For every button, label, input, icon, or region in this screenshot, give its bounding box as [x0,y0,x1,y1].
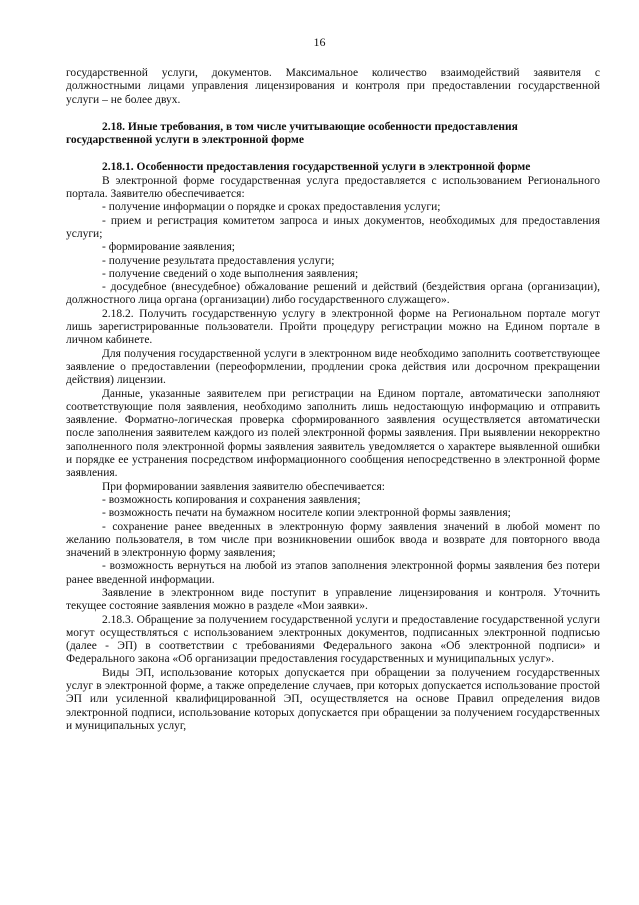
document-body [66,67,600,733]
paragraph-continuation: государственной услуги, документов. Максимальное количество взаимодействий заявителя с должностными лицами управления лицензирования и контроля при предоставлении государственной услуги – не более двух. [66,67,600,106]
list-item: - досудебное (внесудебное) обжалование решений и действий (бездействия органа (организации), должностного лица органа (организации) либо государственного служащего». [66,281,600,307]
paragraph: Для получения государственной услуги в электронном виде необходимо заполнить соответствующее заявление о предоставлении (переоформлении, продлении срока действия или досрочном прекращении действия) лицензии. [66,347,600,387]
paragraph-2-18-2: 2.18.2. Получить государственную услугу в электронной форме на Региональном портале могут лишь зарегистрированные пользователи. Пройти процедуру регистрации можно на Едином портале в личном кабинете. [66,307,600,347]
paragraph-2-18-3: 2.18.3. Обращение за получением государственной услуги и предоставление государственной услуги могут осуществляться с использованием электронных документов, подписанных электронной подписью (далее - ЭП) в соответствии с требованиями Федерального закона «Об электронной подписи» и Федерального закона «Об организации предоставления государственных и муниципальных услуг». [66,613,600,666]
list-item: - возможность копирования и сохранения заявления; [102,493,361,506]
page-number: 16 [313,35,326,49]
paragraph: Данные, указанные заявителем при регистрации на Едином портале, автоматически заполняют соответствующие поля заявления, необходимо заполнить лишь недостающую информацию и отправить заявление. Форматно-логическая проверка сформированного заявления осуществляется автоматически после заполнения заявителем каждого из полей электронной формы заявления. При выявлении некорректно заполненного поля электронной формы заявления заявитель уведомляется о характере выявленной ошибки и порядке ее устранения посредством информационного сообщения непосредственно в электронной форме заявления. [66,387,600,480]
list-item: - получение сведений о ходе выполнения заявления; [102,267,359,280]
list-item: - сохранение ранее введенных в электронную форму заявления значений в любой момент по желанию пользователя, в том числе при возникновении ошибок ввода и возврате для повторного ввода значений в электронную форму заявления; [66,520,600,560]
section-heading-2-18: 2.18. Иные требования, в том числе учитывающие особенности предоставления государственной услуги в электронной форме [66,120,518,147]
paragraph: При формировании заявления заявителю обеспечивается: [102,480,385,493]
list-item: - возможность печати на бумажном носителе копии электронной формы заявления; [102,507,511,520]
list-item: - возможность вернуться на любой из этапов заполнения электронной формы заявления без потери ранее введенной информации. [66,560,600,586]
paragraph: В электронной форме государственная услуга предоставляется с использованием Регионального портала. Заявителю обеспечивается: [66,174,600,201]
subsection-heading-2-18-1: 2.18.1. Особенности предоставления государственной услуги в электронной форме [102,161,531,174]
list-item: - формирование заявления; [102,241,235,254]
list-item: - прием и регистрация комитетом запроса и иных документов, необходимых для предоставления услуги; [66,214,600,240]
list-item: - получение результата предоставления услуги; [102,254,335,267]
paragraph: Виды ЭП, использование которых допускается при обращении за получением государственных услуг в электронной форме, а также определение случаев, при которых допускается использование простой ЭП или усиленной квалифицированной ЭП, осуществляется на основе Правил определения видов электронной подписи, использование которых допускается при обращении за получением государственных и муниципальных услуг, [66,666,600,732]
paragraph: Заявление в электронном виде поступит в управление лицензирования и контроля. Уточнить текущее состояние заявления можно в разделе «Мои заявки». [66,586,600,613]
list-item: - получение информации о порядке и сроках предоставления услуги; [102,201,441,214]
